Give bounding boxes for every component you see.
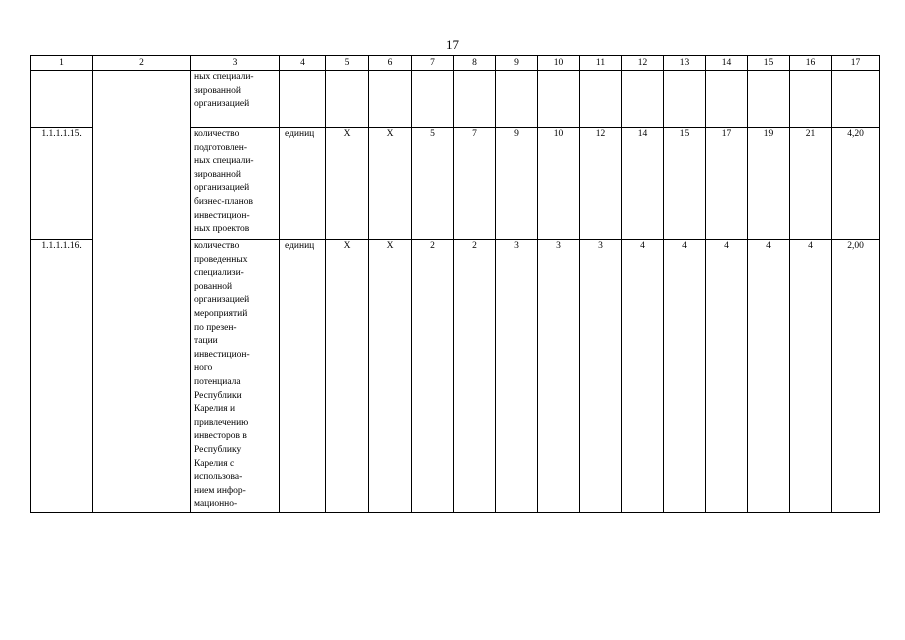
- indicator-line: инвесторов в: [194, 431, 247, 442]
- value-cell: [326, 71, 369, 128]
- value-cell: 21: [790, 128, 832, 240]
- header-cell: 8: [454, 56, 496, 71]
- value-cell: 4: [790, 240, 832, 513]
- indicator-line: подготовлен-: [194, 142, 248, 153]
- value-cell: 4: [748, 240, 790, 513]
- indicator-line: мероприятий: [194, 308, 248, 319]
- indicator-line: организацией: [194, 183, 250, 194]
- indicator-line: инвестицион-: [194, 349, 250, 360]
- indicator-line: бизнес-планов: [194, 196, 253, 207]
- indicator-line: Республику: [194, 444, 242, 455]
- indicator-line: ных проектов: [194, 224, 250, 235]
- indicator-line: рованной: [194, 281, 233, 292]
- value-cell: 15: [664, 128, 706, 240]
- indicator-line: потенциала: [194, 376, 241, 387]
- indicator-cell: [191, 128, 280, 240]
- header-cell: 9: [496, 56, 538, 71]
- header-cell: 3: [191, 56, 280, 71]
- header-row: [31, 56, 880, 71]
- indicator-line: мационно-: [194, 499, 238, 510]
- indicator-line: ных специали-: [194, 72, 254, 82]
- row-number-cell: 1.1.1.1.15.: [31, 128, 93, 240]
- header-cell: 15: [748, 56, 790, 71]
- header-cell: 12: [622, 56, 664, 71]
- indicator-line: организацией: [194, 99, 250, 110]
- value-cell: 4,20: [832, 128, 880, 240]
- value-cell: 4: [706, 240, 748, 513]
- value-cell: 2: [454, 240, 496, 513]
- header-cell: 16: [790, 56, 832, 71]
- indicator-cell: [191, 71, 280, 128]
- unit-cell: единиц: [280, 240, 326, 513]
- value-cell: 2,00: [832, 240, 880, 513]
- value-cell: Х: [369, 240, 412, 513]
- value-cell: [454, 71, 496, 128]
- value-cell: [622, 71, 664, 128]
- indicator-line: проведенных: [194, 254, 248, 265]
- header-cell: 17: [832, 56, 880, 71]
- value-cell: 3: [496, 240, 538, 513]
- indicator-line: Республики: [194, 390, 242, 401]
- unit-cell: единиц: [280, 128, 326, 240]
- value-cell: [664, 71, 706, 128]
- indicator-line: по презен-: [194, 322, 237, 333]
- unit-cell: [280, 71, 326, 128]
- value-cell: [706, 71, 748, 128]
- value-cell: 3: [580, 240, 622, 513]
- indicator-line: инвестицион-: [194, 210, 250, 221]
- indicator-line: Карелия и: [194, 404, 236, 415]
- value-cell: Х: [326, 240, 369, 513]
- indicator-line: количество: [194, 129, 240, 139]
- row-number-cell: [31, 71, 93, 128]
- indicator-line: специализи-: [194, 268, 244, 279]
- value-cell: 12: [580, 128, 622, 240]
- indicators-table: [30, 55, 880, 513]
- indicator-line: зированной: [194, 85, 241, 96]
- value-cell: 17: [706, 128, 748, 240]
- section-cell: [93, 71, 191, 513]
- value-cell: 10: [538, 128, 580, 240]
- header-cell: 5: [326, 56, 369, 71]
- indicator-cell: [191, 240, 280, 513]
- value-cell: [496, 71, 538, 128]
- indicator-line: нием инфор-: [194, 485, 246, 496]
- header-cell: 11: [580, 56, 622, 71]
- value-cell: 4: [664, 240, 706, 513]
- indicator-line: ных специали-: [194, 156, 254, 167]
- header-cell: 6: [369, 56, 412, 71]
- row-number-cell: 1.1.1.1.16.: [31, 240, 93, 513]
- value-cell: [748, 71, 790, 128]
- indicator-line: Карелия с: [194, 458, 235, 469]
- header-cell: 13: [664, 56, 706, 71]
- indicator-line: ного: [194, 363, 213, 374]
- value-cell: 4: [622, 240, 664, 513]
- header-cell: 10: [538, 56, 580, 71]
- value-cell: [580, 71, 622, 128]
- indicator-line: использова-: [194, 472, 243, 483]
- header-cell: 4: [280, 56, 326, 71]
- value-cell: 3: [538, 240, 580, 513]
- indicator-line: количество: [194, 241, 240, 251]
- table-row: [31, 71, 880, 128]
- header-cell: 1: [31, 56, 93, 71]
- indicator-line: зированной: [194, 169, 241, 180]
- value-cell: [790, 71, 832, 128]
- indicator-line: организацией: [194, 295, 250, 306]
- value-cell: [412, 71, 454, 128]
- value-cell: Х: [326, 128, 369, 240]
- value-cell: Х: [369, 128, 412, 240]
- value-cell: 19: [748, 128, 790, 240]
- header-cell: 2: [93, 56, 191, 71]
- indicator-line: привлечению: [194, 417, 249, 428]
- value-cell: 2: [412, 240, 454, 513]
- value-cell: [832, 71, 880, 128]
- header-cell: 14: [706, 56, 748, 71]
- page-number: 17: [446, 37, 459, 52]
- value-cell: 9: [496, 128, 538, 240]
- header-cell: 7: [412, 56, 454, 71]
- value-cell: [369, 71, 412, 128]
- value-cell: 7: [454, 128, 496, 240]
- value-cell: 5: [412, 128, 454, 240]
- indicator-line: тации: [194, 336, 218, 347]
- value-cell: 14: [622, 128, 664, 240]
- value-cell: [538, 71, 580, 128]
